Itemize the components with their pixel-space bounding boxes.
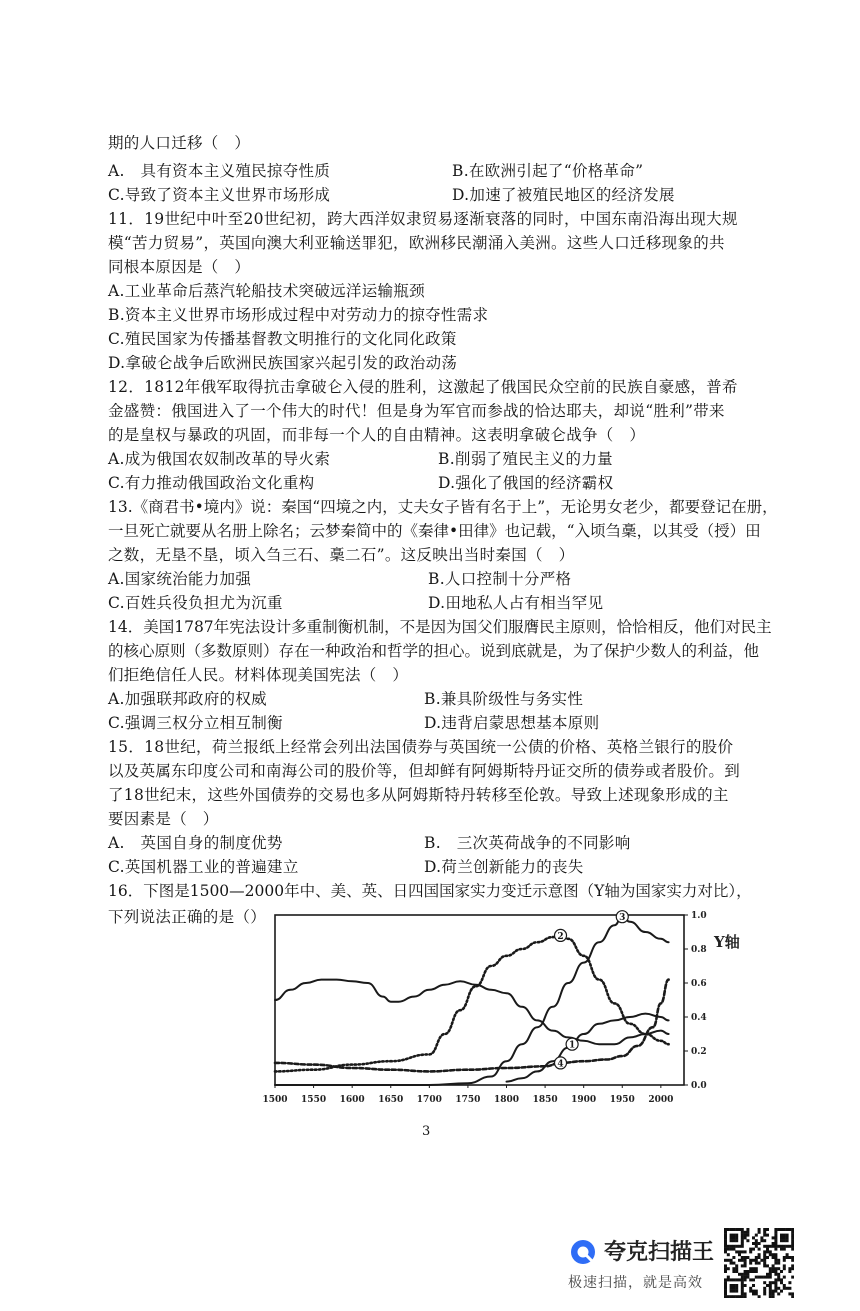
option-d: D.田地私人占有相当罕见 [428, 594, 604, 612]
option-b: B.人口控制十分严格 [428, 570, 572, 588]
national-power-chart [262, 905, 762, 1105]
option-d: D.荷兰创新能力的丧失 [424, 858, 584, 876]
question-11-stem: 11．19世纪中叶至20世纪初，跨大西洋奴隶贸易逐渐衰落的同时，中国东南沿海出现大规 [108, 210, 738, 228]
option-b: B.在欧洲引起了“价格革命” [452, 162, 644, 180]
text-line: 一旦死亡就要从名册上除名；云梦秦简中的《秦律•田律》也记载，“入顷刍稾，以其受（授）田 [108, 522, 761, 540]
question-12-stem: 12．1812年俄军取得抗击拿破仑入侵的胜利，这激起了俄国民众空前的民族自豪感，普希 [108, 378, 738, 396]
x-tick-label: 1900 [571, 1095, 597, 1105]
x-tick-label: 1750 [455, 1095, 481, 1105]
y-tick-label: 0.2 [691, 1047, 707, 1057]
option-a: A. 具有资本主义殖民掠夺性质 [108, 162, 331, 180]
option-a: A.工业革命后蒸汽轮船技术突破远洋运输瓶颈 [108, 282, 425, 300]
series-marker-label: 1 [568, 1040, 576, 1051]
option-b: B. 三次英荷战争的不同影响 [424, 834, 631, 852]
option-c: C.百姓兵役负担尤为沉重 [108, 594, 283, 612]
option-c: C.英国机器工业的普遍建立 [108, 858, 299, 876]
series-line-4 [507, 1014, 669, 1082]
series-marker-label: 3 [619, 913, 626, 924]
option-d: D.违背启蒙思想基本原则 [424, 714, 600, 732]
x-tick-label: 1850 [532, 1095, 558, 1105]
scanner-brand: 夸克扫描王 [604, 1240, 715, 1265]
text-line: 的是皇权与暴政的巩固，而非每一个人的自由精神。这表明拿破仑战争（ ） [108, 426, 646, 444]
option-c: C.强调三权分立相互制衡 [108, 714, 283, 732]
y-tick-label: 0.6 [691, 979, 707, 989]
page-number: 3 [422, 1124, 431, 1139]
series-marker-label: 4 [557, 1059, 564, 1070]
option-b: B.削弱了殖民主义的力量 [438, 450, 613, 468]
option-b: B.兼具阶级性与务实性 [424, 690, 584, 708]
text-line: 了18世纪末，这些外国债券的交易也多从阿姆斯特丹转移至伦敦。导致上述现象形成的主 [108, 786, 729, 804]
series-marker-label: 2 [557, 931, 564, 942]
text-line: 以及英属东印度公司和南海公司的股价等，但却鲜有阿姆斯特丹证交所的债券或者股价。到 [108, 762, 741, 780]
plot-frame [275, 915, 684, 1085]
question-15-stem: 15．18世纪，荷兰报纸上经常会列出法国债券与英国统一公债的价格、英格兰银行的股价 [108, 738, 734, 756]
x-tick-label: 1700 [416, 1095, 442, 1105]
x-tick-label: 1500 [262, 1095, 288, 1105]
y-tick-label: 0.8 [691, 945, 707, 955]
option-a: A.国家统治能力加强 [108, 570, 252, 588]
option-c: C.殖民国家为传播基督教文明推行的文化同化政策 [108, 330, 457, 348]
y-tick-label: 0.4 [691, 1013, 707, 1023]
option-a: A.加强联邦政府的权威 [108, 690, 267, 708]
x-tick-label: 1950 [609, 1095, 635, 1105]
option-d: D.强化了俄国的经济霸权 [438, 474, 614, 492]
quark-logo-icon [570, 1239, 596, 1265]
series-markers [555, 911, 629, 1070]
y-tick-label: 0.0 [691, 1081, 707, 1091]
y-tick-label: 1.0 [691, 911, 707, 921]
option-b: B.资本主义世界市场形成过程中对劳动力的掠夺性需求 [108, 306, 489, 324]
qr-code-icon[interactable] [724, 1228, 794, 1298]
x-tick-label: 1550 [301, 1095, 327, 1105]
x-tick-label: 1650 [378, 1095, 404, 1105]
text-line: 的核心原则（多数原则）存在一种政治和哲学的担心。说到底就是，为了保护少数人的利益，他 [108, 642, 760, 660]
option-c: C.导致了资本主义世界市场形成 [108, 186, 331, 204]
option-c: C.有力推动俄国政治文化重构 [108, 474, 315, 492]
text-line: 同根本原因是（ ） [108, 258, 251, 276]
text-line: 金盛赞：俄国进入了一个伟大的时代！但是身为军官而参战的恰达耶夫，却说“胜利”带来 [108, 402, 725, 420]
question-14-stem: 14．美国1787年宪法设计多重制衡机制，不是因为国父们服膺民主原则，恰恰相反，他们对民主 [108, 618, 772, 636]
option-d: D.拿破仑战争后欧洲民族国家兴起引发的政治动荡 [108, 354, 458, 372]
x-tick-label: 1800 [493, 1095, 520, 1105]
option-d: D.加速了被殖民地区的经济发展 [452, 186, 675, 204]
series-line-3 [275, 980, 669, 1072]
question-13-stem: 13.《商君书•境内》说：秦国“四境之内，丈夫女子皆有名于上”，无论男女老少，都要登记在册， [108, 498, 778, 516]
scanner-tagline: 极速扫描，就是高效 [568, 1275, 703, 1291]
text-line: 要因素是（ ） [108, 810, 219, 828]
question-16-stem: 16．下图是1500—2000年中、美、英、日四国国家实力变迁示意图（Y轴为国家实力对比）， [108, 882, 752, 900]
text-line: 下列说法正确的是（） [108, 908, 267, 926]
y-axis-ticks [684, 911, 707, 1091]
option-a: A.成为俄国农奴制改革的导火索 [108, 450, 331, 468]
text-line: 期的人口迁移（ ） [108, 134, 251, 152]
x-tick-label: 2000 [648, 1095, 674, 1105]
x-axis-ticks [262, 1085, 673, 1105]
series-line-1 [275, 935, 669, 1071]
text-line: 之数，无垦不垦，顷入刍三石、稾二石”。这反映出当时秦国（ ） [108, 546, 575, 564]
y-axis-label: Y轴 [714, 933, 740, 951]
x-tick-label: 1600 [339, 1095, 365, 1105]
option-a: A. 英国自身的制度优势 [108, 834, 283, 852]
series-lines [275, 917, 669, 1085]
text-line: 模“苦力贸易”，英国向澳大利亚输送罪犯，欧洲移民潮涌入美洲。这些人口迁移现象的共 [108, 234, 725, 252]
text-line: 们拒绝信任人民。材料体现美国宪法（ ） [108, 666, 409, 684]
